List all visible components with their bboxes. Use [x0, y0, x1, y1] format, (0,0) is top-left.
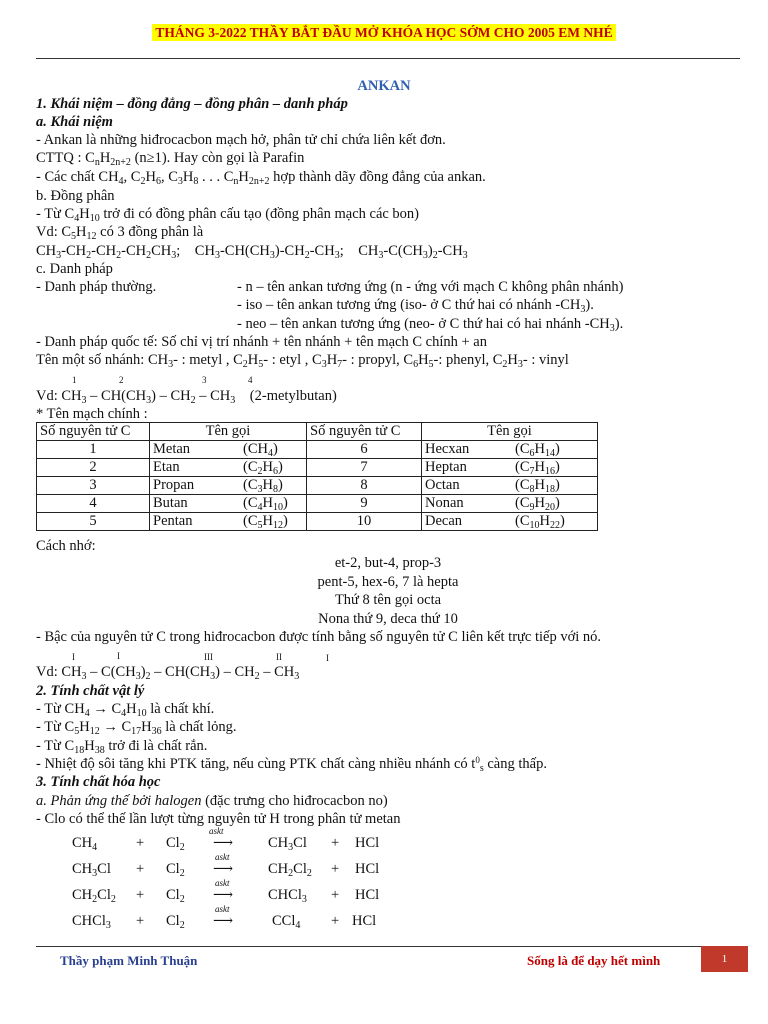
- mnemonic-line: pent-5, hex-6, 7 là hepta: [317, 574, 459, 590]
- plus-sign: +: [331, 861, 340, 877]
- table-header: Số nguyên tử C: [37, 423, 150, 441]
- plus-sign: +: [331, 835, 340, 851]
- general-formula: CTTQ : $C_nH_{2n+2}$ (n≥1). Hay còn gọi là Parafin: [36, 150, 305, 168]
- phys-line: - Từ $C_{18}H_{38}$ trở đi là chất rắn.: [36, 738, 208, 756]
- naming-example: Vd: $CH_3 - CH(CH_3) - CH_2 - CH_3$ (2-metylbutan): [36, 388, 337, 406]
- alkane-names-table: [36, 422, 598, 531]
- reactant: $Cl_2$: [166, 913, 185, 931]
- product: $CH_2Cl_2$: [268, 861, 312, 879]
- product: CHCl$_3$: [268, 887, 307, 905]
- isomer-intro: - Từ $C_4H_{10}$ trở đi có đồng phân cấu tạo (đồng phân mạch các bon): [36, 206, 420, 224]
- section-2-heading: 2. Tính chất vật lý: [36, 683, 145, 699]
- phys-line: - Từ $CH_4 \to C_4H_{10}$ là chất khí.: [36, 701, 215, 719]
- sub-c-heading: c. Danh pháp: [36, 261, 113, 277]
- footer-author: Thầy phạm Minh Thuận: [60, 953, 198, 968]
- table-row: 1 Metan $(CH_4)$ 6 Hecxan $(C_6H_{14})$: [37, 441, 598, 459]
- sub-a-heading: a. Khái niệm: [36, 114, 113, 130]
- plus-sign: +: [136, 887, 145, 903]
- branch-names: Tên một số nhánh: $CH_3-$ : metyl , $C_2H_5-$ : etyl , $C_3H_7-$ : propyl, $C_6H_5-$: phenyl, $C_2H_3-$ : vinyl: [36, 352, 569, 370]
- product: HCl: [355, 835, 380, 851]
- reaction-condition: askt: [215, 878, 230, 888]
- reactant: $Cl_2$: [166, 861, 185, 879]
- table-row: 3 Propan $(C_3H_8)$ 8 Octan $(C_8H_{18})$: [37, 477, 598, 495]
- carbon-degree: I: [326, 653, 329, 663]
- carbon-number: 1: [72, 375, 77, 385]
- product: CCl$_4$: [272, 913, 301, 931]
- common-iso-rule: - iso – tên ankan tương ứng (iso- ở C thứ hai có nhánh $-CH_3$).: [237, 297, 594, 315]
- phys-line: - Nhiệt độ sôi tăng khi PTK tăng, nếu cùng PTK chất càng nhiều nhánh có $t^0_s$ càng thấp.: [36, 755, 547, 774]
- page-number: 1: [701, 946, 748, 972]
- reactant: $Cl_2$: [166, 835, 185, 853]
- table-header-row: [37, 423, 598, 441]
- plus-sign: +: [331, 887, 340, 903]
- common-n-rule: - n – tên ankan tương ứng (n - ứng với mạch C không phân nhánh): [237, 279, 624, 295]
- mnemonic-line: Thứ 8 tên gọi octa: [334, 592, 442, 608]
- carbon-degree: II: [276, 652, 282, 662]
- carbon-degree: III: [204, 652, 213, 662]
- plus-sign: +: [136, 913, 145, 929]
- product: $CH_3Cl$: [268, 835, 307, 853]
- carbon-degree: I: [117, 651, 120, 661]
- table-header: Số nguyên tử C: [307, 423, 422, 441]
- isomer-example: Vd: $C_5H_{12}$ có 3 đồng phân là: [36, 224, 204, 242]
- table-header: Tên gọi: [422, 423, 598, 441]
- product: HCl: [352, 913, 377, 929]
- reaction-arrow: ⟶: [213, 914, 234, 929]
- homolog-series: - Các chất $CH_4$, $C_2H_6$, $C_3H_8$ . . . $C_nH_{2n+2}$ hợp thành dãy đồng đẳng của ankan.: [36, 169, 486, 187]
- degree-example: Vd: $CH_3 - C(CH_3)_2 - CH(CH_3) - CH_2 - CH_3$: [36, 664, 300, 682]
- definition-text: - Ankan là những hiđrocacbon mạch hở, phân tử chỉ chứa liên kết đơn.: [36, 132, 446, 148]
- reaction-arrow: ⟶: [213, 862, 234, 877]
- substitution-intro: - Clo có thể thế lần lượt từng nguyên tử H trong phân tử metan: [36, 811, 401, 827]
- common-neo-rule: - neo – tên ankan tương ứng (neo- ở C thứ hai có hai nhánh $-CH_3$).: [237, 316, 624, 334]
- reactant: CHCl$_3$: [72, 913, 111, 931]
- mnemonic-line: Nona thứ 9, deca thứ 10: [318, 611, 458, 627]
- iupac-rule: - Danh pháp quốc tế: Số chỉ vị trí nhánh + tên nhánh + tên mạch C chính + an: [36, 334, 487, 350]
- isomer-formulas: $CH_3-CH_2-CH_2-CH_2CH_3$; $CH_3-CH(CH_3)-CH_2-CH_3$; $CH_3-C(CH_3)_2-CH_3$: [36, 243, 468, 261]
- section-1-heading: 1. Khái niệm – đồng đẳng – đồng phân – danh pháp: [36, 96, 348, 112]
- carbon-degree-rule: - Bậc của nguyên tử C trong hiđrocacbon được tính bằng số nguyên tử C liên kết trực tiếp với nó.: [36, 629, 602, 645]
- header-banner: THÁNG 3-2022 THẦY BẮT ĐẦU MỞ KHÓA HỌC SỚM CHO 2005 EM NHÉ: [0, 24, 768, 42]
- sub-b-heading: b. Đồng phân: [36, 188, 115, 204]
- footer-rule: [36, 946, 740, 947]
- table-row: 2 Etan $(C_2H_6)$ 7 Heptan $(C_7H_{16})$: [37, 459, 598, 477]
- mnemonic-line: et-2, but-4, prop-3: [334, 555, 442, 571]
- section-3-heading: 3. Tính chất hóa học: [36, 774, 161, 790]
- common-name-label: - Danh pháp thường.: [36, 279, 157, 295]
- table-row: 4 Butan $(C_4H_{10})$ 9 Nonan $(C_9H_{20})$: [37, 495, 598, 513]
- carbon-number: 4: [248, 375, 253, 385]
- carbon-degree: I: [72, 652, 75, 662]
- header-rule: [36, 58, 740, 59]
- sub-a3-heading: a. Phản ứng thế bởi halogen (đặc trưng cho hiđrocacbon no): [36, 793, 388, 809]
- main-chain-label: * Tên mạch chính :: [36, 406, 148, 422]
- reaction-condition: askt: [215, 904, 230, 914]
- product: HCl: [355, 861, 380, 877]
- reactant: $CH_2Cl_2$: [72, 887, 116, 905]
- reactant: $Cl_2$: [166, 887, 185, 905]
- plus-sign: +: [136, 861, 145, 877]
- table-row: 5 Pentan $(C_5H_{12})$ 10 Decan $(C_{10}H_{22})$: [37, 513, 598, 531]
- mnemonic-label: Cách nhớ:: [36, 538, 96, 554]
- reactant: $CH_3Cl$: [72, 861, 111, 879]
- reaction-condition: askt: [215, 852, 230, 862]
- phys-line: - Từ $C_5H_{12} \to C_{17}H_{36}$ là chất lỏng.: [36, 719, 237, 737]
- reactant: $CH_4$: [72, 835, 98, 853]
- table-header: Tên gọi: [150, 423, 307, 441]
- reaction-condition: askt: [209, 826, 224, 836]
- product: HCl: [355, 887, 380, 903]
- plus-sign: +: [136, 835, 145, 851]
- page-title: ANKAN: [357, 78, 411, 94]
- plus-sign: +: [331, 913, 340, 929]
- reaction-arrow: ⟶: [213, 836, 234, 851]
- carbon-number: 3: [202, 375, 207, 385]
- reaction-arrow: ⟶: [213, 888, 234, 903]
- footer-motto: Sống là để dạy hết mình: [527, 953, 661, 968]
- carbon-number: 2: [119, 375, 124, 385]
